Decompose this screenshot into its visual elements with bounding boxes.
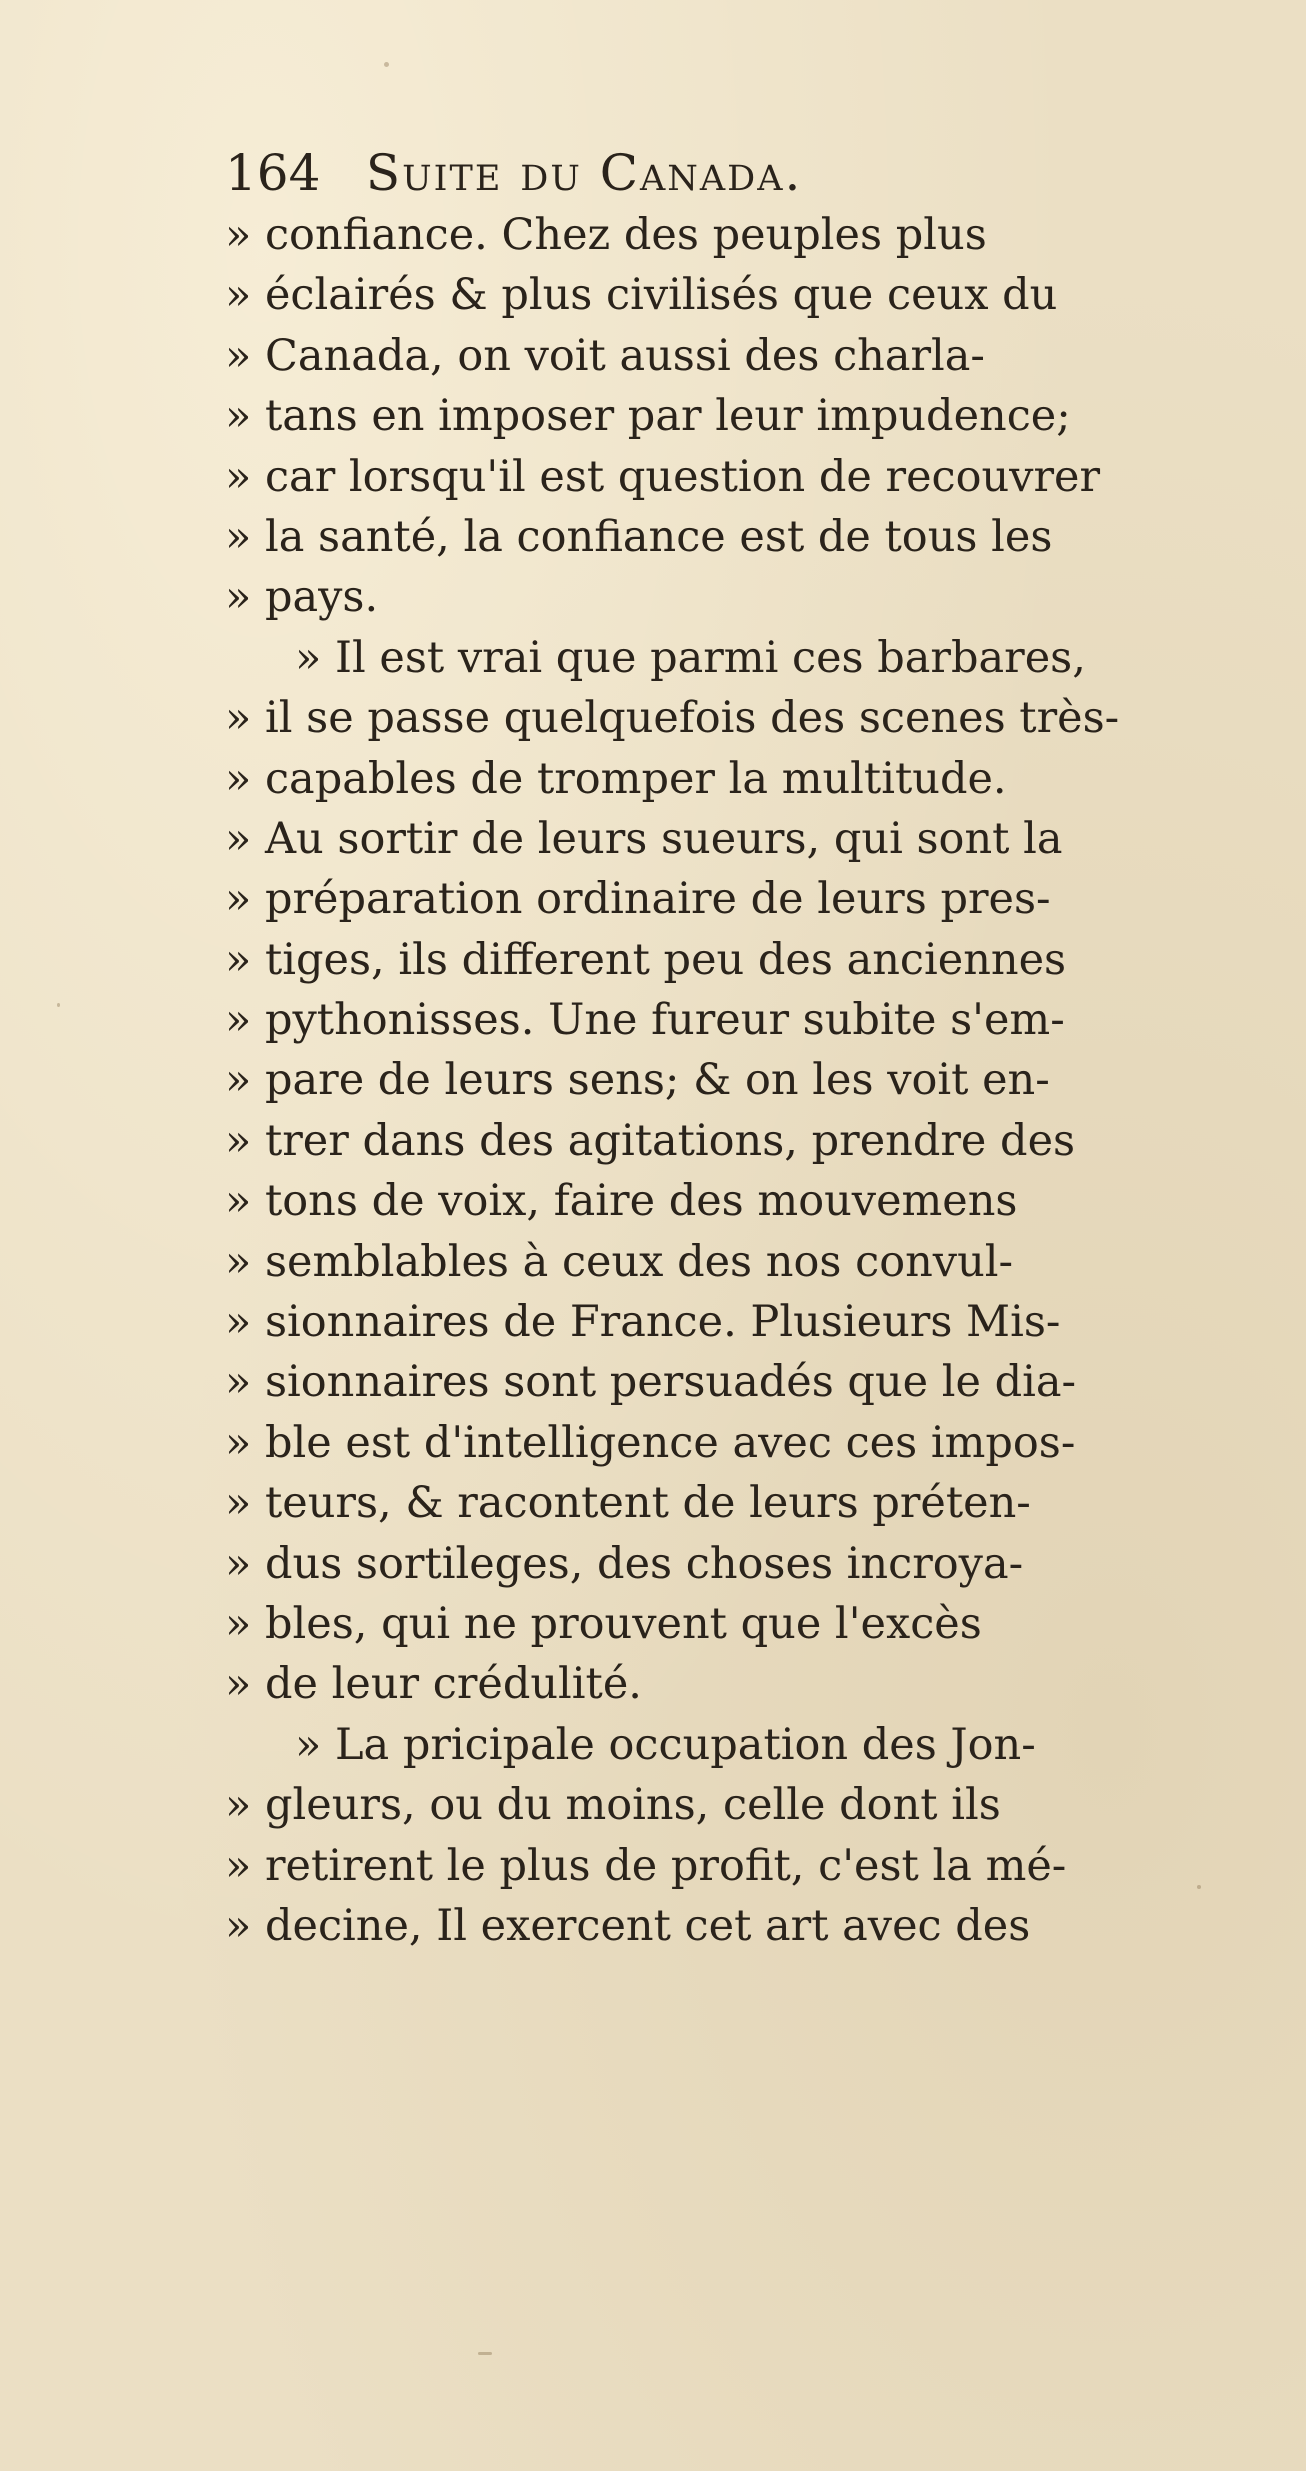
text-line: » Il est vrai que parmi ces barbares, bbox=[295, 632, 1086, 683]
text-line: » préparation ordinaire de leurs pres- bbox=[225, 874, 1051, 925]
running-head: Suite du Canada. bbox=[365, 144, 803, 202]
text-line: » sionnaires de France. Plusieurs Mis- bbox=[225, 1297, 1061, 1348]
text-line: » il se passe quelquefois des scenes très- bbox=[225, 693, 1120, 744]
text-line: » bles, qui ne prouvent que l'excès bbox=[225, 1598, 982, 1649]
text-line: » capables de tromper la multitude. bbox=[225, 753, 1007, 804]
text-line: » de leur crédulité. bbox=[225, 1659, 642, 1710]
text-line: » semblables à ceux des nos convul- bbox=[225, 1236, 1014, 1287]
text-line: » pythonisses. Une fureur subite s'em- bbox=[225, 995, 1065, 1046]
text-line: » trer dans des agitations, prendre des bbox=[225, 1115, 1076, 1166]
page-header bbox=[225, 138, 1055, 208]
text-line: » ble est d'intelligence avec ces impos- bbox=[225, 1417, 1076, 1468]
ink-speck bbox=[57, 1003, 60, 1007]
text-line: » tiges, ils different peu des anciennes bbox=[225, 934, 1067, 985]
text-line: » gleurs, ou du moins, celle dont ils bbox=[225, 1780, 1001, 1831]
text-line: » teurs, & racontent de leurs préten- bbox=[225, 1478, 1031, 1529]
ink-speck bbox=[384, 62, 389, 67]
text-line: » sionnaires sont persuadés que le dia- bbox=[225, 1357, 1077, 1408]
text-line: » tons de voix, faire des mouvemens bbox=[225, 1176, 1018, 1227]
text-line: » tans en imposer par leur impudence; bbox=[225, 391, 1071, 442]
text-line: » La pricipale occupation des Jon- bbox=[295, 1719, 1036, 1770]
text-block bbox=[225, 205, 1225, 1956]
text-line: » decine, Il exercent cet art avec des bbox=[225, 1900, 1031, 1951]
page-number: 164 bbox=[225, 144, 321, 202]
text-line: » la santé, la confiance est de tous les bbox=[225, 511, 1053, 562]
text-line: » Au sortir de leurs sueurs, qui sont la bbox=[225, 813, 1063, 864]
text-line: » Canada, on voit aussi des charla- bbox=[225, 330, 985, 381]
ink-speck bbox=[478, 2352, 492, 2355]
text-line: » confiance. Chez des peuples plus bbox=[225, 210, 987, 260]
text-line: » pays. bbox=[225, 572, 379, 623]
text-line: » dus sortileges, des choses incroya- bbox=[225, 1538, 1024, 1589]
text-line: » pare de leurs sens; & on les voit en- bbox=[225, 1055, 1050, 1106]
text-line: » éclairés & plus civilisés que ceux du bbox=[225, 270, 1058, 321]
text-line: » retirent le plus de profit, c'est la mé- bbox=[225, 1840, 1067, 1891]
text-line: » car lorsqu'il est question de recouvrer bbox=[225, 451, 1101, 502]
